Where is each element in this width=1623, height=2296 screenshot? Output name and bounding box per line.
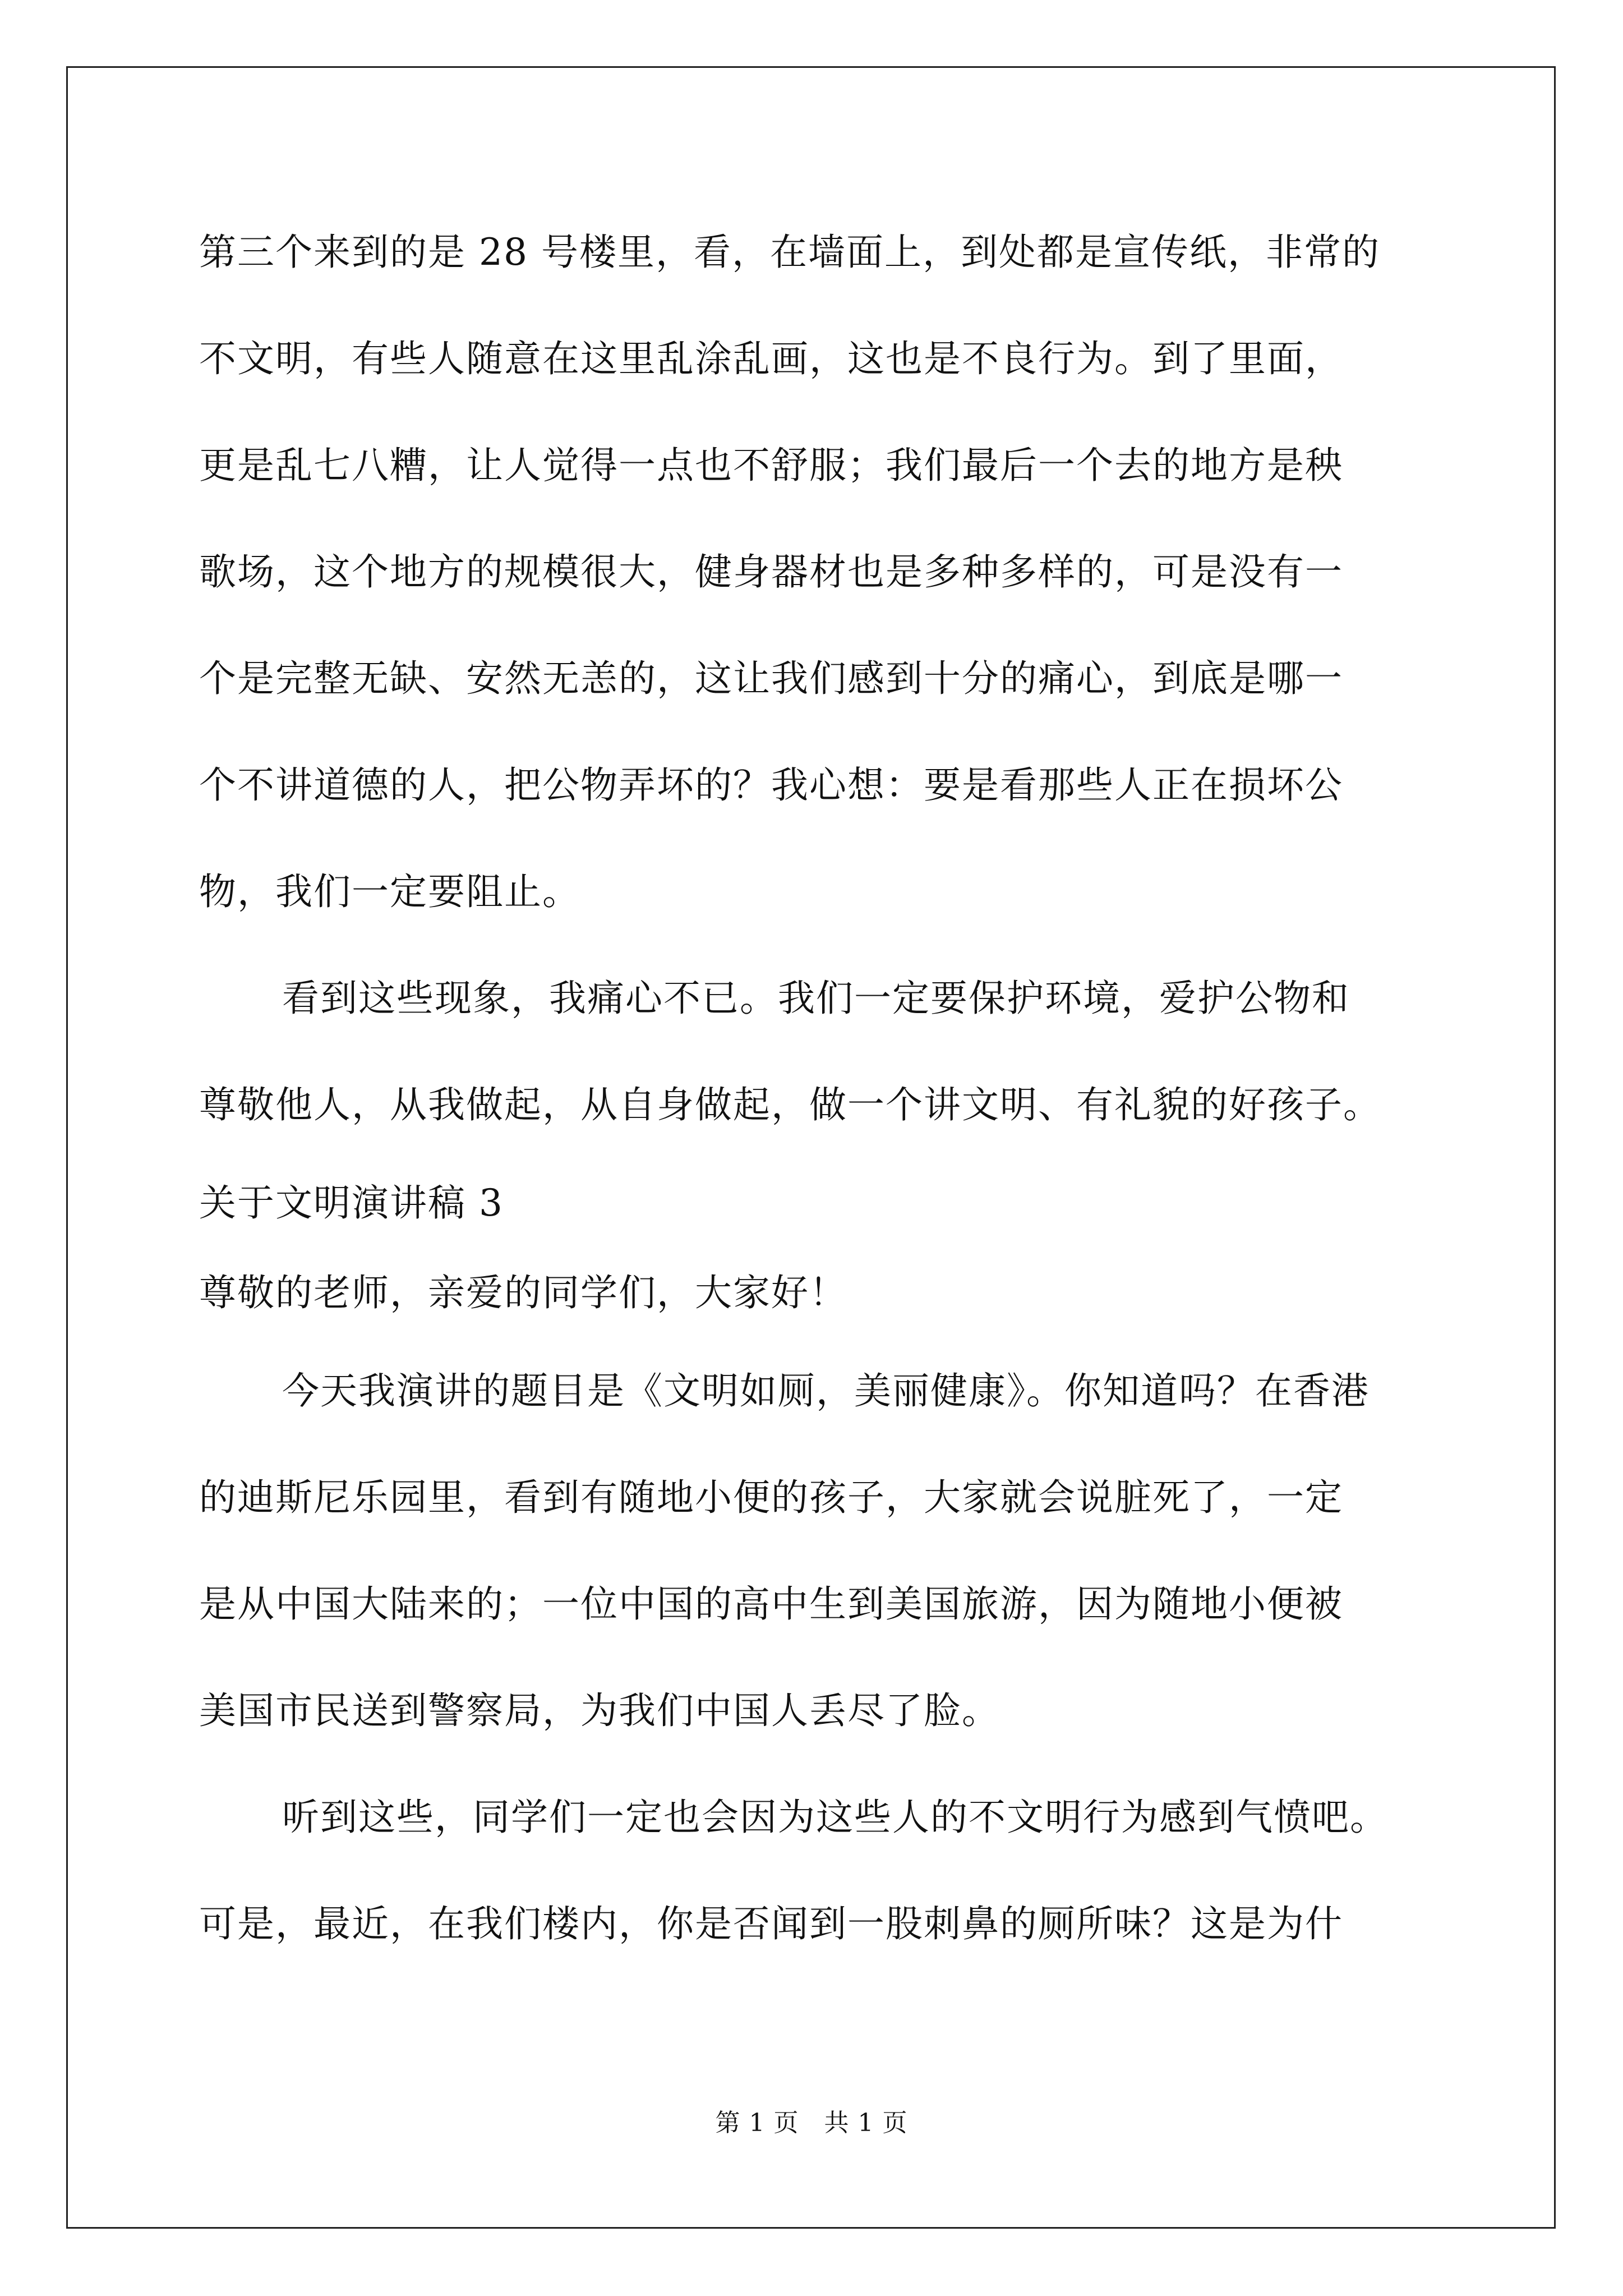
- text-line: 物，我们一定要阻止。: [199, 870, 580, 913]
- text-line: 个不讲道德的人，把公物弄坏的？我心想：要是看那些人正在损坏公: [199, 763, 1343, 807]
- salutation: 尊敬的老师，亲爱的同学们，大家好！: [199, 1271, 847, 1314]
- document-body: [199, 199, 1436, 1977]
- text-line: 美国市民送到警察局，为我们中国人丢尽了脸。: [199, 1689, 1000, 1732]
- text-line: 不文明，有些人随意在这里乱涂乱画，这也是不良行为。到了里面，: [199, 337, 1343, 380]
- text-line: 听到这些，同学们一定也会因为这些人的不文明行为感到气愤吧。: [282, 1796, 1388, 1839]
- text-line: 是从中国大陆来的；一位中国的高中生到美国旅游，因为随地小便被: [199, 1582, 1343, 1626]
- section-heading: 关于文明演讲稿 3: [199, 1181, 504, 1225]
- text-line: 个是完整无缺、安然无恙的，这让我们感到十分的痛心，到底是哪一: [199, 657, 1343, 700]
- text-line: 尊敬他人，从我做起，从自身做起，做一个讲文明、有礼貌的好孩子。: [199, 1083, 1381, 1126]
- text-line: 看到这些现象，我痛心不已。我们一定要保护环境，爱护公物和: [282, 977, 1350, 1020]
- text-line: 歌场，这个地方的规模很大，健身器材也是多种多样的，可是没有一: [199, 550, 1343, 593]
- text-line: 今天我演讲的题目是《文明如厕，美丽健康》。你知道吗？在香港: [282, 1369, 1370, 1412]
- page-footer: 第 1 页 共 1 页: [715, 2109, 908, 2137]
- text-line: 可是，最近，在我们楼内，你是否闻到一股刺鼻的厕所味？这是为什: [199, 1902, 1343, 1945]
- text-line: 更是乱七八糟，让人觉得一点也不舒服；我们最后一个去的地方是秧: [199, 444, 1343, 487]
- text-line: 第三个来到的是 28 号楼里，看，在墙面上，到处都是宣传纸，非常的: [199, 231, 1380, 274]
- text-line: 的迪斯尼乐园里，看到有随地小便的孩子，大家就会说脏死了，一定: [199, 1476, 1343, 1519]
